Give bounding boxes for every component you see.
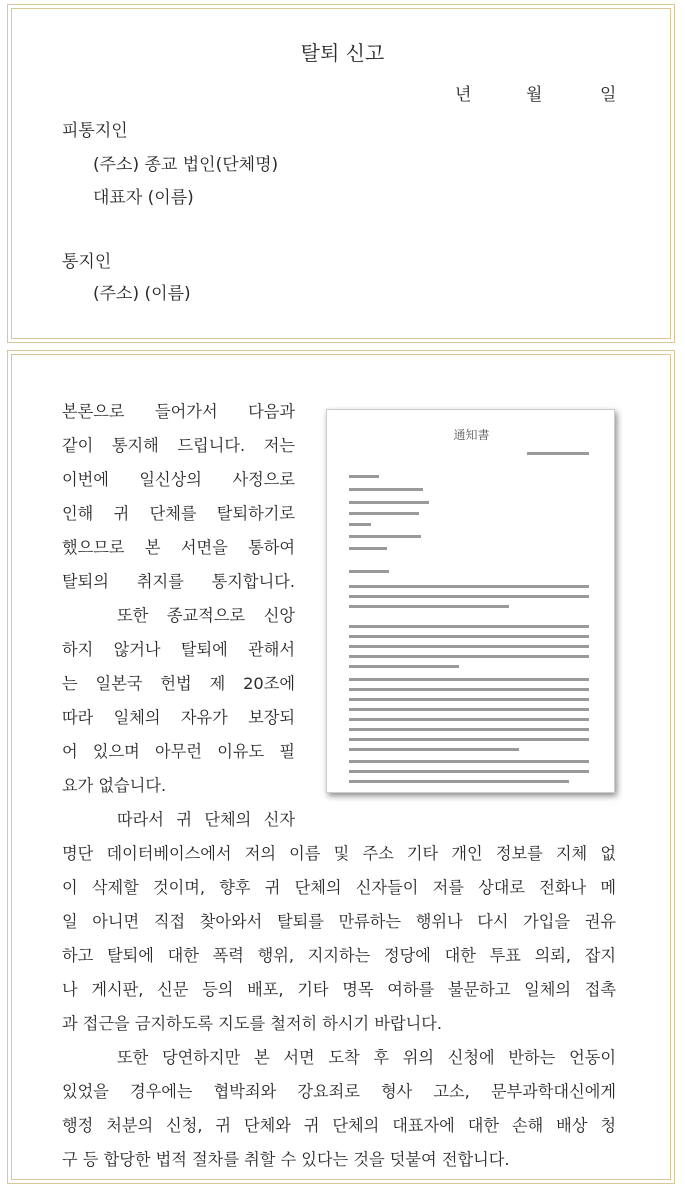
sample-document-line [349,501,429,504]
sample-document-line [349,655,589,658]
sample-document-line [349,570,389,573]
body-line: 하고 탈퇴에 대한 폭력 행위, 지지하는 정당에 대한 투표 의뢰, 잡지 [62,946,616,965]
body-line: 따라 일체의 자유가 보장되 [62,708,295,727]
sample-document-line [349,738,589,741]
sample-document-line [349,625,589,628]
sample-document-line [349,678,589,681]
sample-document-line [349,595,589,598]
body-line: 명단 데이터베이스에서 저의 이름 및 주소 기타 개인 정보를 지체 없 [62,844,616,863]
sender-label: 통지인 [62,252,112,272]
sample-document-line [349,718,589,721]
sample-document-line [349,605,509,608]
body-line: 탈퇴의 취지를 통지합니다. [62,572,295,591]
body-line: 했으므로 본 서면을 통하여 [62,538,295,557]
sample-document-line [349,688,589,691]
sample-document-line [349,547,387,550]
sample-document-line [349,698,589,701]
sample-document-line [349,535,421,538]
body-line: 또한 종교적으로 신앙 [117,606,295,625]
body-line: 행정 처분의 신청, 귀 단체와 귀 단체의 대표자에 대한 손해 배상 청 [62,1116,616,1135]
sample-document-line [349,728,589,731]
sender-address: (주소) (이름) [93,284,191,304]
body-line: 하지 않거나 탈퇴에 관해서 [62,640,295,659]
sample-document-line [349,488,423,491]
sample-document-line [349,780,569,783]
sample-document-line [349,645,589,648]
sample-document-line [349,665,459,668]
body-line: 이 삭제할 것이며, 향후 귀 단체의 신자들이 저를 상대로 전화나 메 [62,878,616,897]
sample-document-line [349,760,589,763]
date-year: 년 [455,85,472,105]
body-line: 또한 당연하지만 본 서면 도착 후 위의 신청에 반하는 언동이 [117,1048,616,1067]
body-line: 구 등 합당한 법적 절차를 취할 수 있다는 것을 덧붙여 전합니다. [62,1150,510,1169]
date-day: 일 [600,85,617,105]
body-line: 이번에 일신상의 사정으로 [62,470,295,489]
recipient-address: (주소) 종교 법인(단체명) [93,155,279,175]
sample-document-title: 通知書 [453,428,490,442]
body-line: 있었을 경우에는 협박죄와 강요죄로 형사 고소, 문부과학대신에게 [62,1082,616,1101]
sample-document-line [349,475,379,478]
body-line: 요가 없습니다. [62,776,167,795]
body-line: 어 있으며 아무런 이유도 필 [62,742,295,761]
sample-document-line [349,708,589,711]
body-line: 인해 귀 단체를 탈퇴하기로 [62,504,295,523]
body-line: 는 일본국 헌법 제 20조에 [62,674,295,693]
recipient-representative: 대표자 (이름) [93,188,194,208]
body-line: 나 게시판, 신문 등의 배포, 기타 명목 여하를 불문하고 일체의 접촉 [62,980,616,999]
notice-title: 탈퇴 신고 [300,41,385,65]
sample-document-line [349,770,589,773]
body-line: 본론으로 들어가서 다음과 [62,402,295,421]
sample-document-line [349,523,371,526]
sample-document-image [326,409,615,793]
sample-document-line [527,452,589,455]
sample-document-line [349,585,589,588]
body-line: 따라서 귀 단체의 신자 [117,810,295,829]
sample-document-line [349,748,519,751]
sample-document-line [349,512,419,515]
body-line: 같이 통지해 드립니다. 저는 [62,436,295,455]
sample-document-line [349,635,589,638]
date-month: 월 [526,85,543,105]
body-line: 과 접근을 금지하도록 지도를 철저히 하시기 바랍니다. [62,1014,443,1033]
body-line: 일 아니면 직접 찾아와서 탈퇴를 만류하는 행위나 다시 가입을 권유 [62,912,616,931]
recipient-label: 피통지인 [62,121,128,141]
